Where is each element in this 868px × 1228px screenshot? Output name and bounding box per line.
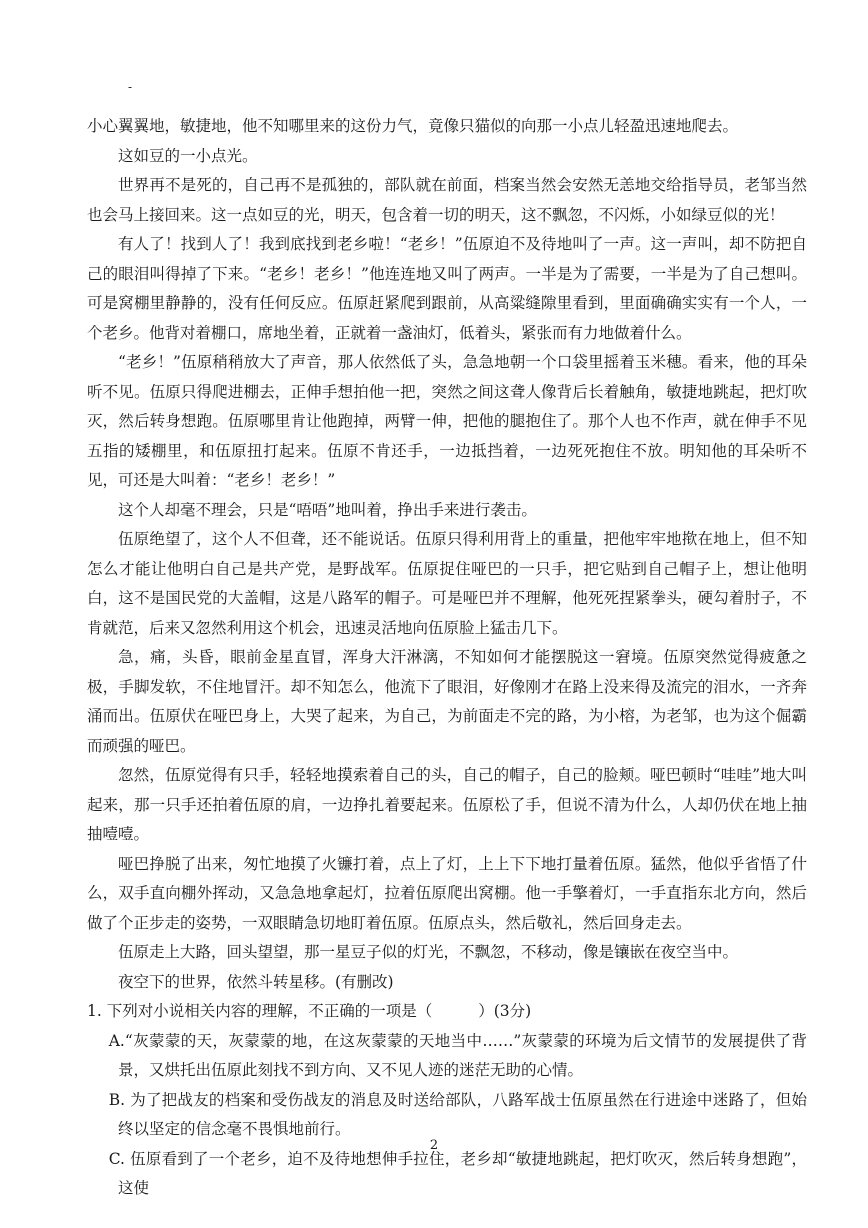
paragraph: 夜空下的世界，依然斗转星移。(有删改) <box>118 972 394 991</box>
question-option-a: A.“灰蒙蒙的天，灰蒙蒙的地，在这灰蒙蒙的天地当中……”灰蒙蒙的环境为后文情节的发展提供了背景，又烘托出伍原此刻找不到方向、又不见人迹的迷茫无助的心情。 <box>108 1031 807 1079</box>
paragraph: 哑巴挣脱了出来，匆忙地摸了火镰打着，点上了灯，上上下下地打量着伍原。猛然，他似乎省悟了什么，双手直向棚外挥动，又急急地拿起灯，拉着伍原爬出窝棚。他一手擎着灯，一手直指东北方向，然后做了个正步走的姿势，一双眼睛急切地盯着伍原。伍原点头，然后敬礼，然后回身走去。 <box>87 854 807 932</box>
question-1 <box>87 997 807 1204</box>
paragraph: 这个人却毫不理会，只是“唔唔”地叫着，挣出手来进行袭击。 <box>118 500 537 519</box>
question-stem <box>87 997 807 1027</box>
paragraph: 这如豆的一小点光。 <box>118 146 258 165</box>
passage-text <box>87 112 807 1204</box>
question-stem-after: ）(3分) <box>478 1002 532 1020</box>
header-mark: - <box>128 80 133 94</box>
question-option-b: B. 为了把战友的档案和受伤战友的消息及时送给部队，八路军战士伍原虽然在行进途中迷路了，但始终以坚定的信念毫不畏惧地前行。 <box>108 1090 807 1138</box>
question-option-c: C. 伍原看到了一个老乡，迫不及待地想伸手拉住，老乡却“敏捷地跳起，把灯吹灭，然后转身想跑”，这使 <box>108 1149 807 1197</box>
paragraph: 小心翼翼地，敏捷地，他不知哪里来的这份力气，竟像只猫似的向那一小点儿轻盈迅速地爬去。 <box>87 117 739 135</box>
paragraph: 伍原走上大路，回头望望，那一星豆子似的灯光，不飘忽，不移动，像是镶嵌在夜空当中。 <box>118 943 739 961</box>
paragraph: 有人了！找到人了！我到底找到老乡啦！“老乡！”伍原迫不及待地叫了一声。这一声叫，却不防把自己的眼泪叫得掉了下来。“老乡！老乡！”他连连地又叫了两声。一半是为了需要，一半是为了自己想叫。可是窝棚里静静的，没有任何反应。伍原赶紧爬到跟前，从高粱缝隙里看到，里面确确实实有一个人，一个老乡。他背对着棚口，席地坐着，正就着一盏油灯，低着头，紧张而有力地做着什么。 <box>87 235 807 342</box>
page-number: 2 <box>429 1138 439 1153</box>
paragraph: 急，痛，头昏，眼前金星直冒，浑身大汗淋漓，不知如何才能摆脱这一窘境。伍原突然觉得疲惫之极，手脚发软，不住地冒汗。却不知怎么，他流下了眼泪，好像刚才在路上没来得及流完的泪水，一齐奔涌而出。伍原伏在哑巴身上，大哭了起来，为自己，为前面走不完的路，为小榕，为老邹，也为这个倔霸而顽强的哑巴。 <box>87 648 807 755</box>
paragraph: “老乡！”伍原稍稍放大了声音，那人依然低了头，急急地朝一个口袋里摇着玉米穗。看来，他的耳朵听不见。伍原只得爬进棚去，正伸手想拍他一把，突然之间这聋人像背后长着触角，敏捷地跳起，把灯吹灭，然后转身想跑。伍原哪里肯让他跑掉，两臂一伸，把他的腿抱住了。那个人也不作声，就在伸手不见五指的矮棚里，和伍原扭打起来。伍原不肯还手，一边抵挡着，一边死死抱住不放。明知他的耳朵听不见，可还是大叫着：“老乡！老乡！” <box>87 353 807 489</box>
question-stem-before: 1. 下列对小说相关内容的理解，不正确的一项是（ <box>87 1002 433 1020</box>
paragraph: 忽然，伍原觉得有只手，轻轻地摸索着自己的头，自己的帽子，自己的脸颊。哑巴顿时“哇哇”地大叫起来，那一只手还拍着伍原的肩，一边挣扎着要起来。伍原松了手，但说不清为什么，人却仍伏在地上抽抽噎噎。 <box>87 766 807 843</box>
paragraph: 世界再不是死的，自己再不是孤独的，部队就在前面，档案当然会安然无恙地交给指导员，老邹当然也会马上接回来。这一点如豆的光，明天，包含着一切的明天，这不飘忽，不闪烁，小如绿豆似的光！ <box>87 176 807 224</box>
paragraph: 伍原绝望了，这个人不但聋，还不能说话。伍原只得利用背上的重量，把他牢牢地揿在地上，但不知怎么才能让他明白自己是共产党，是野战军。伍原捉住哑巴的一只手，把它贴到自己帽子上，想让他明白，这不是国民党的大盖帽，这是八路军的帽子。可是哑巴并不理解，他死死捏紧拳头，硬勾着肘子，不肯就范，后来又忽然利用这个机会，迅速灵活地向伍原脸上猛击几下。 <box>87 530 807 637</box>
